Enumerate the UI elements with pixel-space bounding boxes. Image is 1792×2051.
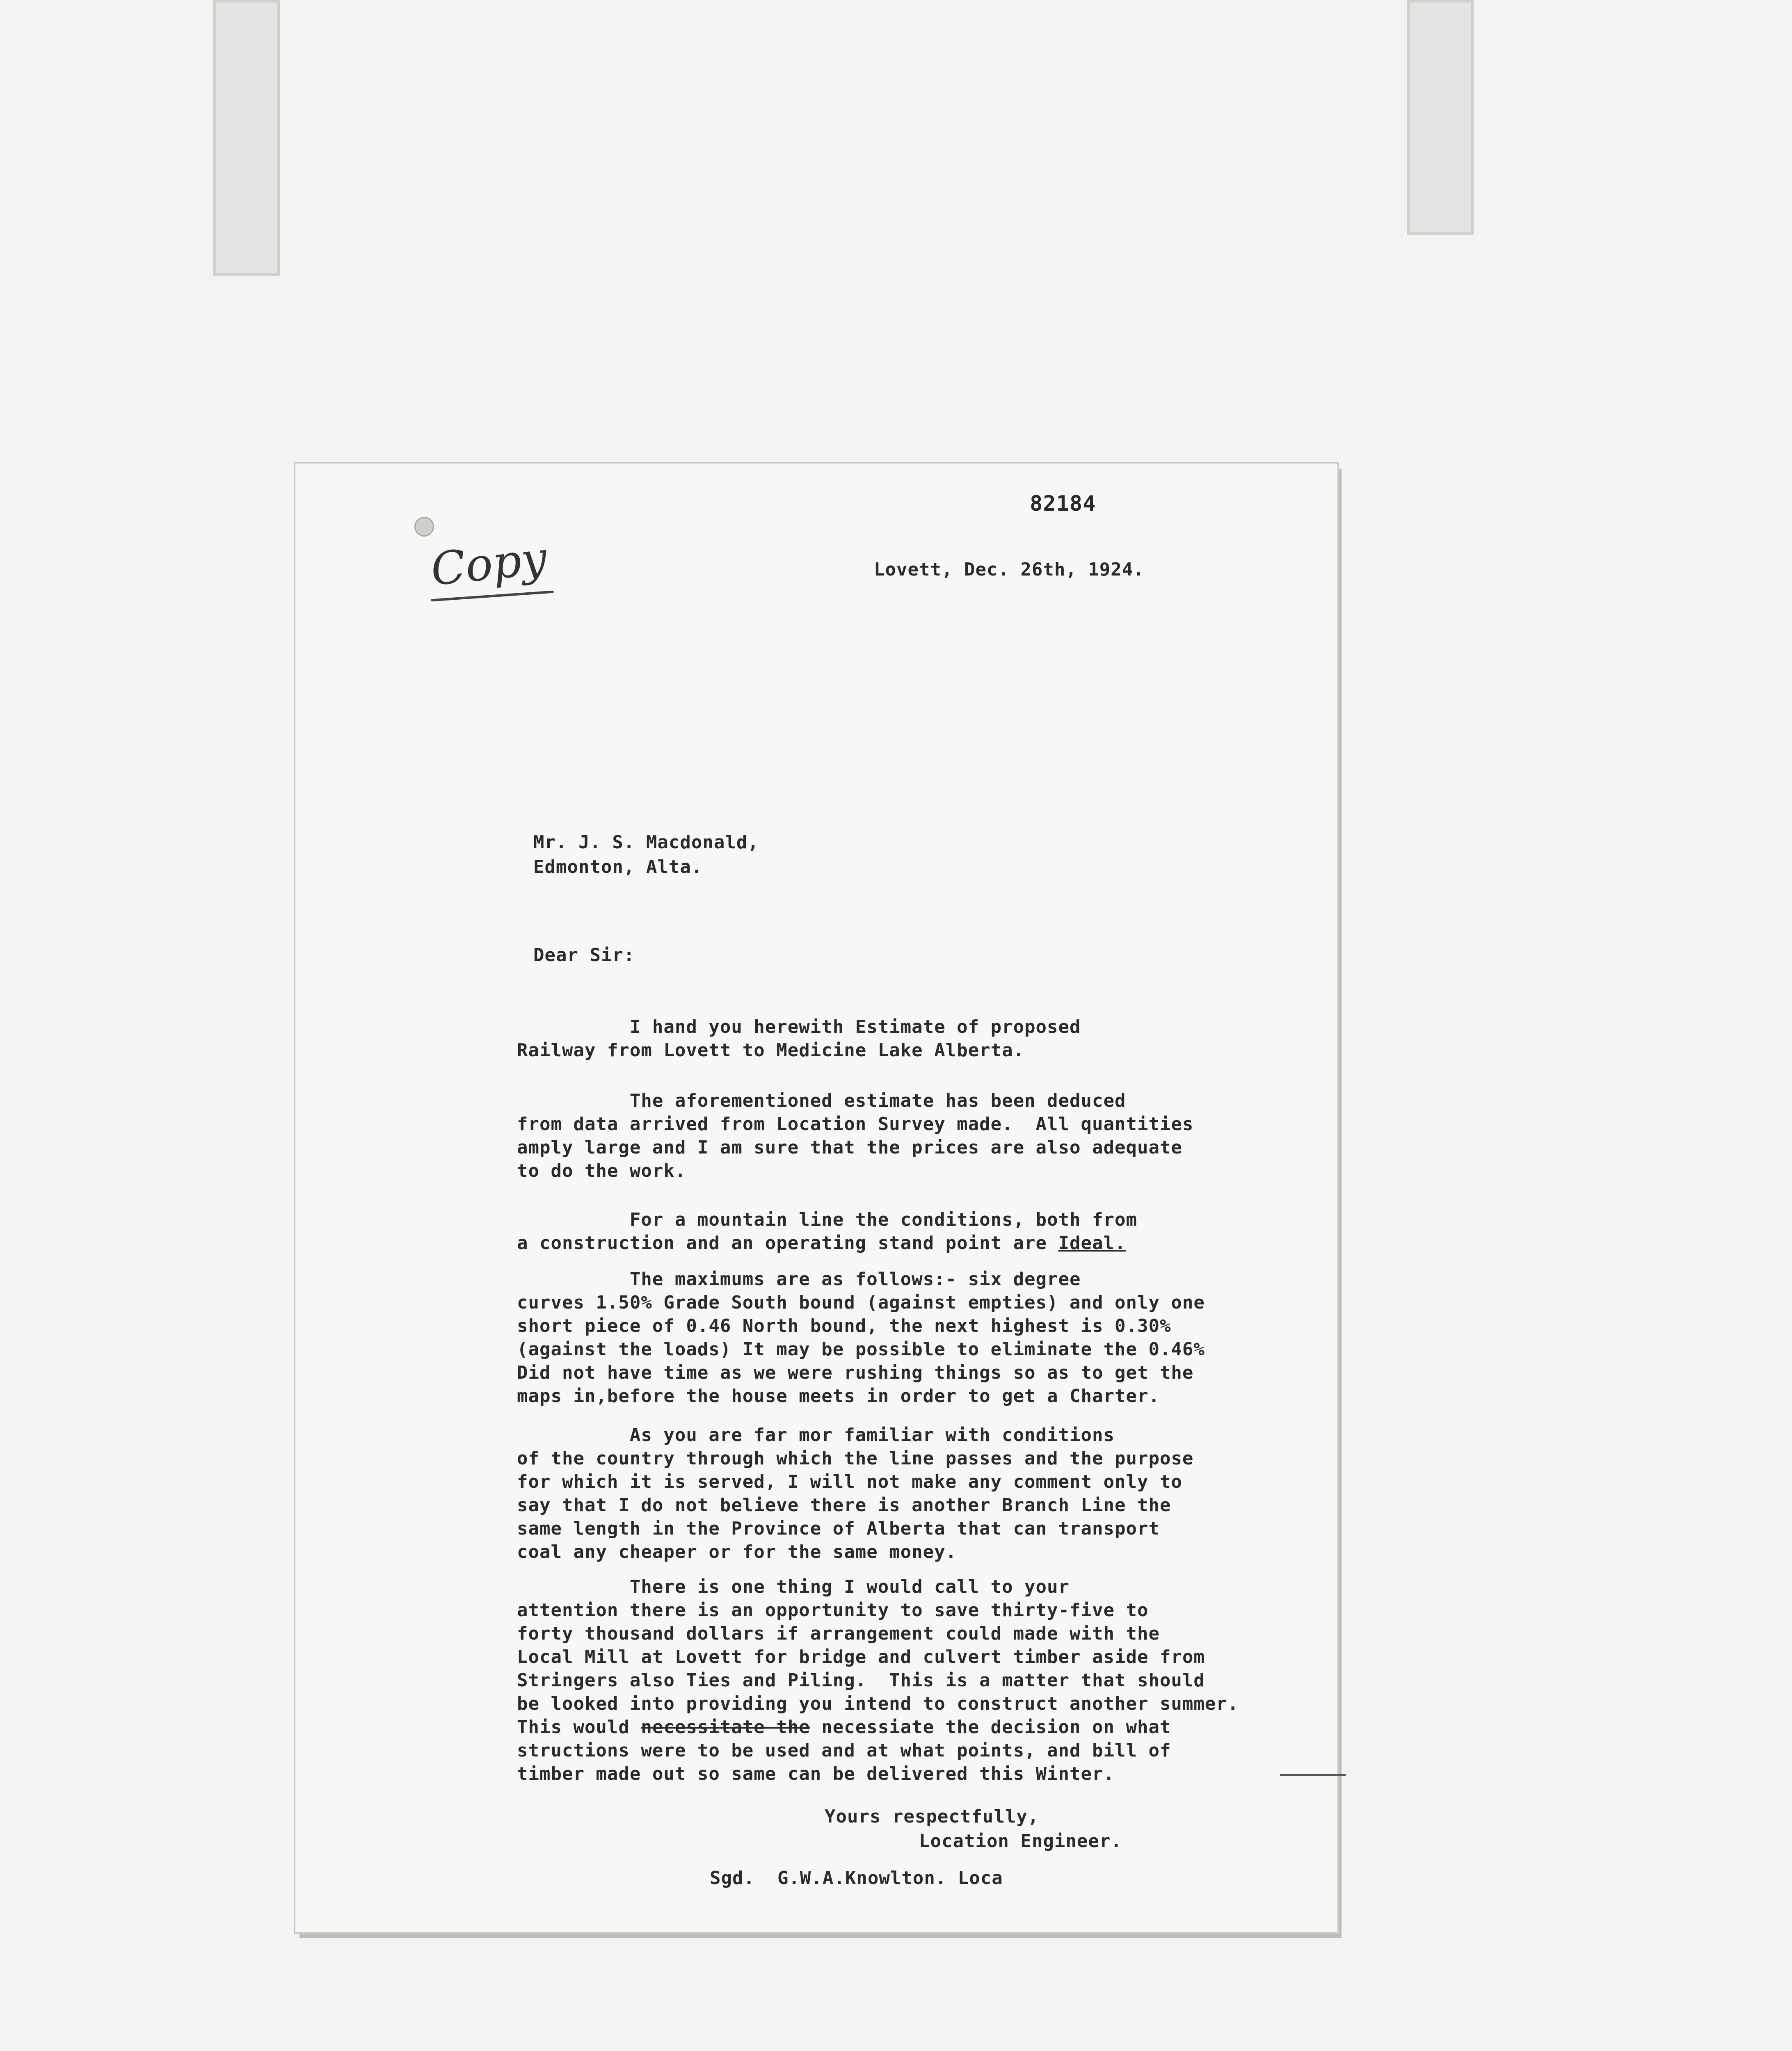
addressee-city: Edmonton, Alta. (533, 856, 703, 877)
paragraph-5 (517, 1423, 1317, 1564)
paragraph-line: The aforementioned estimate has been deduced (517, 1090, 1126, 1111)
paragraph-line: from data arrived from Location Survey made. All quantities (517, 1114, 1194, 1135)
paragraph-line: structions were to be used and at what points, and bill of (517, 1740, 1171, 1761)
paragraph-line-with-strike (517, 1715, 1317, 1739)
paragraph-line: short piece of 0.46 North bound, the next highest is 0.30% (517, 1316, 1171, 1336)
paragraph-line: The maximums are as follows:- six degree (517, 1269, 1081, 1290)
paragraph-line: of the country through which the line passes and the purpose (517, 1448, 1194, 1469)
paragraph-line: I hand you herewith Estimate of proposed (517, 1016, 1081, 1037)
paragraph-line: same length in the Province of Alberta that can transport (517, 1518, 1160, 1539)
closing-title: Location Engineer. (919, 1831, 1122, 1852)
paragraph-line: Railway from Lovett to Medicine Lake Alberta. (517, 1040, 1025, 1061)
signature-line: Sgd. G.W.A.Knowlton. Loca (710, 1868, 1003, 1889)
paragraph-line: be looked into providing you intend to construct another summer. (517, 1693, 1239, 1714)
paragraph-line: Did not have time as we were rushing things so as to get the (517, 1362, 1194, 1383)
date-line: Lovett, Dec. 26th, 1924. (874, 559, 1145, 580)
paragraph-3 (517, 1208, 1317, 1255)
paragraph-line: coal any cheaper or for the same money. (517, 1542, 957, 1562)
margin-dash-mark (1280, 1774, 1346, 1776)
paragraph-line: a construction and an operating stand point are (517, 1233, 1058, 1254)
handwritten-copy-mark: Copy (428, 531, 549, 596)
paragraph-line: Local Mill at Lovett for bridge and culvert timber aside from (517, 1647, 1205, 1667)
paragraph-line-continuation: necessiate the decision on what (810, 1717, 1171, 1738)
paragraph-line: maps in,before the house meets in order to get a Charter. (517, 1386, 1160, 1407)
struck-text: necessitate the (641, 1717, 810, 1738)
underlined-word-ideal: Ideal. (1058, 1233, 1126, 1254)
closing: Yours respectfully, (825, 1806, 1039, 1827)
paragraph-line: timber made out so same can be delivered this Winter. (517, 1763, 1115, 1784)
paragraph-line: This would (517, 1717, 641, 1738)
salutation: Dear Sir: (533, 945, 635, 966)
paragraph-line: curves 1.50% Grade South bound (against empties) and only one (517, 1292, 1205, 1313)
paragraph-line: forty thousand dollars if arrangement could made with the (517, 1623, 1160, 1644)
paragraph-6 (517, 1575, 1317, 1786)
paragraph-line: attention there is an opportunity to save thirty-five to (517, 1600, 1149, 1621)
mounting-tape-left (213, 0, 280, 276)
mounting-tape-right (1407, 0, 1474, 235)
paragraph-line: for which it is served, I will not make any comment only to (517, 1471, 1182, 1492)
paragraph-1 (517, 1015, 1317, 1062)
punch-hole (414, 517, 434, 537)
paragraph-line: As you are far mor familiar with conditions (517, 1425, 1115, 1446)
paragraph-4 (517, 1268, 1317, 1408)
document-number: 82184 (1030, 491, 1096, 516)
paragraph-line: amply large and I am sure that the prices are also adequate (517, 1137, 1182, 1158)
paragraph-line: There is one thing I would call to your (517, 1576, 1070, 1597)
paragraph-line-with-emphasis (517, 1231, 1317, 1255)
letter-page (295, 464, 1337, 1932)
paragraph-line: (against the loads) It may be possible to eliminate the 0.46% (517, 1339, 1205, 1360)
paragraph-line: to do the work. (517, 1160, 686, 1181)
paragraph-line: Stringers also Ties and Piling. This is a matter that should (517, 1670, 1205, 1691)
addressee-name: Mr. J. S. Macdonald, (533, 832, 759, 853)
paragraph-line: say that I do not believe there is another Branch Line the (517, 1495, 1171, 1516)
paragraph-line: For a mountain line the conditions, both from (517, 1209, 1137, 1230)
paragraph-2 (517, 1089, 1317, 1183)
